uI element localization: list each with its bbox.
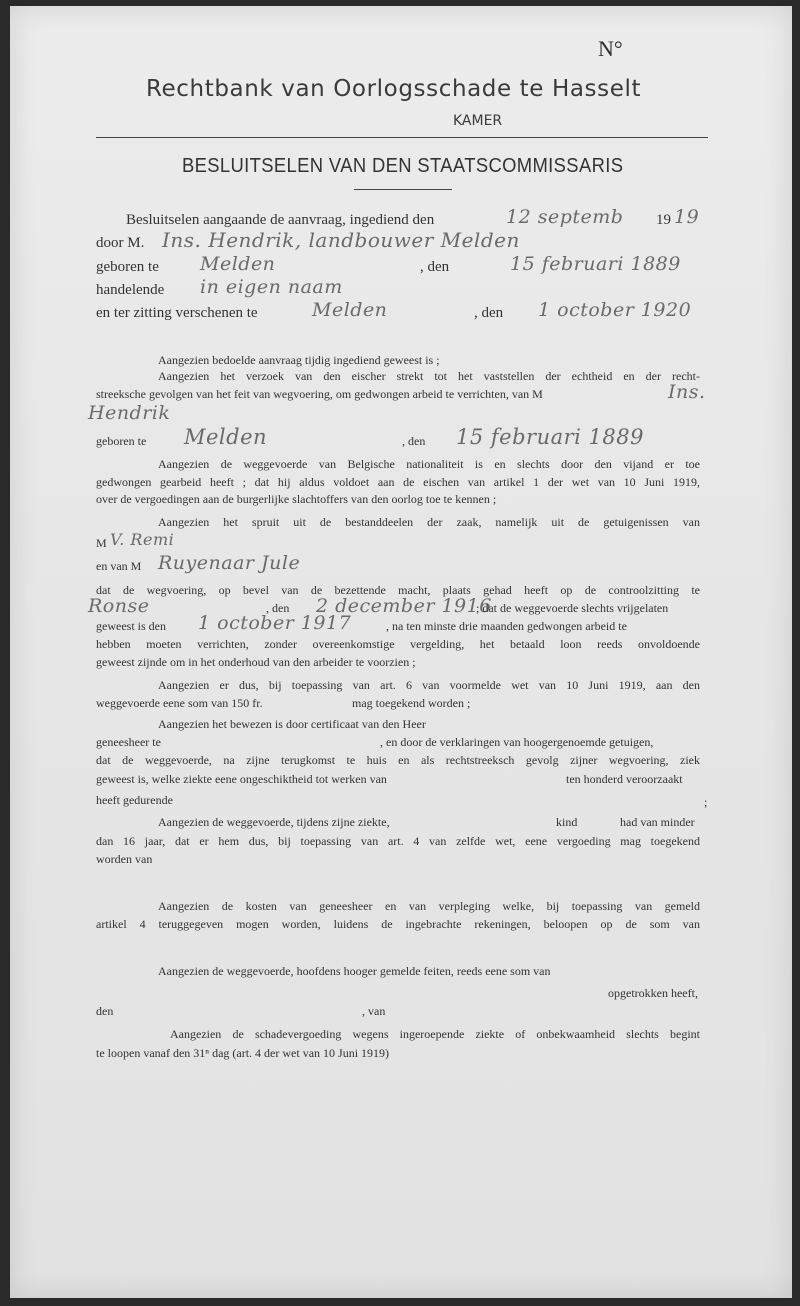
intro-line-5-den: , den bbox=[474, 305, 504, 321]
para-4-line-3: ; dat de weggevoerde slechts vrijgelaten bbox=[476, 601, 669, 615]
para-6-line-1: Aangezien het bewezen is door certificaat van den Heer bbox=[158, 717, 426, 731]
hw-victim-name-1: Ins. bbox=[668, 381, 706, 403]
para-10-line-2: te loopen vanaf den 31ⁿ dag (art. 4 der wet van 10 Juni 1919) bbox=[96, 1046, 390, 1060]
intro-line-3-den: , den bbox=[420, 259, 450, 275]
para-8-line-2: artikel 4 teruggegeven mogen worden, luidens de ingebrachte rekeningen, beloopen op de som van bbox=[96, 917, 700, 931]
hw-session-date: 1 october 1920 bbox=[538, 299, 692, 321]
hw-date-submitted: 12 septemb bbox=[506, 206, 624, 228]
para-7-line-2: dan 16 jaar, dat er hem dus, bij toepassing van art. 4 van zelfde wet, eene vergoeding mag toegekend bbox=[96, 834, 700, 848]
document-title: BESLUITSELEN VAN DEN STAATSCOMMISSARIS bbox=[182, 155, 624, 177]
intro-line-1-year: 19 bbox=[656, 212, 671, 228]
para-9-line-1: Aangezien de weggevoerde, hoofdens hooger gemelde feiten, reeds eene som van bbox=[158, 964, 551, 978]
intro-line-1: Besluitselen aangaande de aanvraag, ingediend den bbox=[126, 212, 435, 228]
para-3-line-2: gedwongen gearbeid heeft ; dat hij aldus voldoet aan de eischen van artikel 1 der wet van 10 Juni 1919, bbox=[96, 475, 700, 489]
para-6-line-2a: geneesheer te bbox=[96, 735, 161, 749]
para-3-line-1: Aangezien de weggevoerde van Belgische nationaliteit is en slechts door den vijand er toe bbox=[158, 457, 700, 471]
para-4-line-5: hebben moeten verrichten, zonder overeenkomstige vergelding, het betaald loon reeds onvoldoende bbox=[96, 637, 700, 651]
para-6-line-5: heeft gedurende bbox=[96, 793, 173, 807]
para-6-line-5-end: ; bbox=[704, 795, 708, 809]
hw-victim-name-2: Hendrik bbox=[88, 402, 171, 424]
para-3-line-3: over de vergoedingen aan de burgerlijke slachtoffers van den oorlog toe te kennen ; bbox=[96, 492, 497, 506]
title-underline bbox=[354, 189, 452, 190]
para-6-line-4b: ten honderd veroorzaakt bbox=[566, 772, 683, 786]
para-4-line-6: geweest zijnde om in het onderhoud van den arbeider te voorzien ; bbox=[96, 655, 416, 669]
hw-claimant: Ins. Hendrik, landbouwer Melden bbox=[162, 228, 520, 252]
para-5-line-2a: weggevoerde eene som van 150 fr. bbox=[96, 696, 263, 710]
intro-line-2: door M. bbox=[96, 235, 145, 251]
header-rule bbox=[96, 137, 708, 138]
para-6-line-3: dat de weggevoerde, na zijne terugkomst te huis en als rechtstreeksch gevolg zijner wegvoering, ziek bbox=[96, 753, 700, 767]
para-7-line-1a: Aangezien de weggevoerde, tijdens zijne ziekte, bbox=[158, 815, 390, 829]
document-page bbox=[10, 6, 792, 1298]
hw-deport-place: Ronse bbox=[88, 595, 150, 617]
para-4-line-4a: geweest is den bbox=[96, 619, 166, 633]
court-name: Rechtbank van Oorlogsschade te Hasselt bbox=[146, 76, 642, 102]
intro-line-5: en ter zitting verschenen te bbox=[96, 305, 258, 321]
para-10-line-1: Aangezien de schadevergoeding wegens ingeroepende ziekte of onbekwaamheid slechts begint bbox=[170, 1027, 700, 1041]
witness-1-m: M bbox=[96, 536, 107, 550]
hw-birthplace: Melden bbox=[200, 253, 276, 275]
hw-session-place: Melden bbox=[312, 299, 388, 321]
hw-acting: in eigen naam bbox=[200, 276, 343, 298]
para-7-line-3: worden van bbox=[96, 852, 153, 866]
para-1: Aangezien bedoelde aanvraag tijdig ingediend geweest is ; bbox=[158, 353, 440, 367]
para-6-line-4a: geweest is, welke ziekte eene ongeschiktheid tot werken van bbox=[96, 772, 387, 786]
deport-den: , den bbox=[266, 601, 290, 615]
para-7-line-1c: had van minder bbox=[620, 815, 695, 829]
victim-born-label: geboren te bbox=[96, 434, 147, 448]
intro-line-3: geboren te bbox=[96, 259, 159, 275]
number-label: N° bbox=[598, 36, 623, 61]
para-8-line-1: Aangezien de kosten van geneesheer en van verpleging welke, bij toepassing van gemeld bbox=[158, 899, 700, 913]
witness-2-en-van: en van M bbox=[96, 559, 142, 573]
hw-birthdate: 15 februari 1889 bbox=[510, 253, 681, 275]
hw-date-submitted-year: 19 bbox=[674, 206, 700, 228]
para-9-line-3b: , van bbox=[362, 1004, 386, 1018]
para-4-line-1: Aangezien het spruit uit de bestanddeelen der zaak, namelijk uit de getuigenissen van bbox=[158, 515, 700, 529]
hw-release-date: 1 october 1917 bbox=[198, 612, 352, 634]
victim-born-den: , den bbox=[402, 434, 426, 448]
para-9-line-3a: den bbox=[96, 1004, 114, 1018]
hw-deport-date: 2 december 1916 bbox=[316, 595, 492, 617]
para-4-line-2: dat de wegvoering, op bevel van de bezettende macht, plaats gehad heeft op de controolzitting te bbox=[96, 583, 700, 597]
hw-victim-birthdate: 15 februari 1889 bbox=[456, 425, 644, 449]
para-6-line-2b: , en door de verklaringen van hoogergenoemde getuigen, bbox=[380, 735, 654, 749]
para-5-line-1: Aangezien er dus, bij toepassing van art. 6 van voormelde wet van 10 Juni 1919, aan den bbox=[158, 678, 700, 692]
para-2-line-2: streeksche gevolgen van het feit van wegvoering, om gedwongen arbeid te verrichten, van M bbox=[96, 387, 543, 401]
para-4-line-4b: , na ten minste drie maanden gedwongen arbeid te bbox=[386, 619, 627, 633]
chamber-label: KAMER bbox=[453, 113, 503, 129]
para-5-line-2b: mag toegekend worden ; bbox=[352, 696, 471, 710]
hw-witness-1: V. Remi bbox=[110, 530, 175, 549]
para-9-line-2: opgetrokken heeft, bbox=[608, 986, 698, 1000]
intro-line-4: handelende bbox=[96, 282, 165, 298]
para-2-line-1: Aangezien het verzoek van den eischer strekt tot het vaststellen der echtheid en der recht- bbox=[158, 369, 700, 383]
hw-witness-2: Ruyenaar Jule bbox=[158, 552, 301, 574]
para-7-line-1b: kind bbox=[556, 815, 578, 829]
hw-victim-birthplace: Melden bbox=[184, 425, 268, 449]
